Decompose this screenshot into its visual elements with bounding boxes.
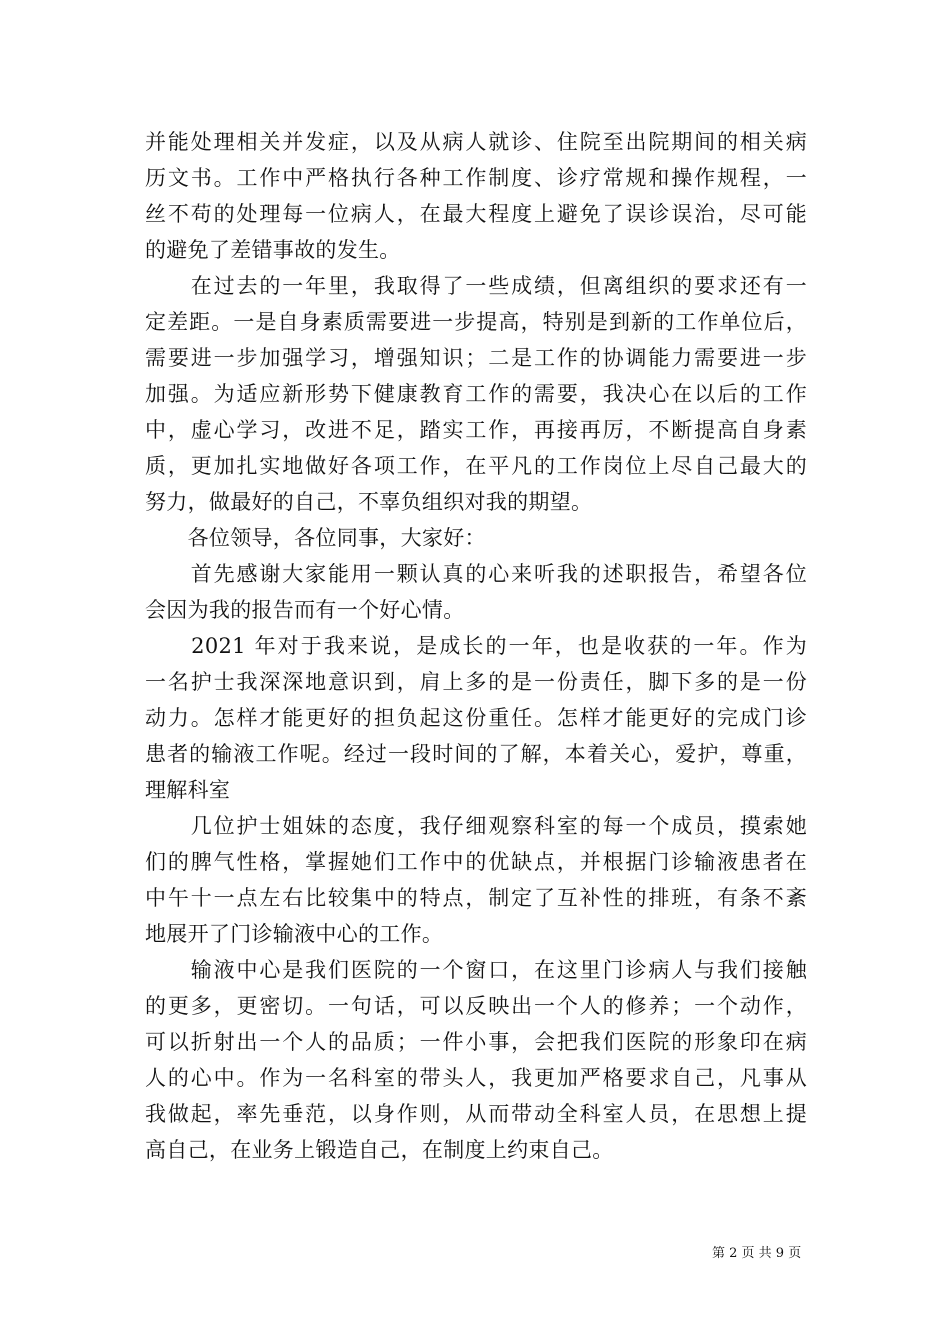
greeting-line: 各位领导，各位同事，大家好： [145, 526, 486, 550]
paragraph-line: 我做起，率先垂范，以身作则，从而带动全科室人员，在思想上提 [145, 1102, 807, 1126]
paragraph-line: 加强。为适应新形势下健康教育工作的需要，我决心在以后的工作 [145, 382, 807, 406]
paragraph-line: 需要进一步加强学习，增强知识；二是工作的协调能力需要进一步 [145, 346, 807, 370]
page-number: 第 2 页 共 9 页 [712, 1246, 802, 1261]
paragraph-line: 高自己，在业务上锻造自己，在制度上约束自己。 [145, 1138, 614, 1162]
paragraph-line: 质，更加扎实地做好各项工作，在平凡的工作岗位上尽自己最大的 [145, 454, 807, 478]
paragraph-line: 会因为我的报告而有一个好心情。 [145, 598, 465, 622]
paragraph-line: 的避免了差错事故的发生。 [145, 238, 401, 262]
paragraph-line: 并能处理相关并发症，以及从病人就诊、住院至出院期间的相关病 [145, 130, 807, 154]
paragraph-line: 们的脾气性格，掌握她们工作中的优缺点，并根据门诊输液患者在 [145, 850, 807, 874]
paragraph-line: 的更多，更密切。一句话，可以反映出一个人的修养；一个动作， [145, 994, 807, 1018]
paragraph-line: 患者的输液工作呢。经过一段时间的了解，本着关心，爱护，尊重， [145, 742, 807, 766]
paragraph-line: 理解科室 [145, 778, 231, 802]
paragraph-line: 首先感谢大家能用一颗认真的心来听我的述职报告，希望各位 [145, 562, 807, 586]
paragraph-line: 中午十一点左右比较集中的特点，制定了互补性的排班，有条不紊 [145, 886, 807, 910]
paragraph-line: 可以折射出一个人的品质；一件小事，会把我们医院的形象印在病 [145, 1030, 807, 1054]
paragraph-line: 地展开了门诊输液中心的工作。 [145, 922, 444, 946]
paragraph-line: 动力。怎样才能更好的担负起这份重任。怎样才能更好的完成门诊 [145, 706, 807, 730]
paragraph-line: 一名护士我深深地意识到，肩上多的是一份责任，脚下多的是一份 [145, 670, 807, 694]
paragraph-line: 中，虚心学习，改进不足，踏实工作，再接再厉，不断提高自身素 [145, 418, 807, 442]
paragraph-line: 2021 年对于我来说，是成长的一年，也是收获的一年。作为 [145, 634, 807, 658]
paragraph-line: 定差距。一是自身素质需要进一步提高，特别是到新的工作单位后， [145, 310, 807, 334]
paragraph-line: 几位护士姐妹的态度，我仔细观察科室的每一个成员，摸索她 [145, 814, 807, 838]
paragraph-line: 丝不苟的处理每一位病人，在最大程度上避免了误诊误治，尽可能 [145, 202, 807, 226]
paragraph-line: 人的心中。作为一名科室的带头人，我更加严格要求自己，凡事从 [145, 1066, 807, 1090]
paragraph-line: 努力，做最好的自己，不辜负组织对我的期望。 [145, 490, 593, 514]
paragraph-line: 历文书。工作中严格执行各种工作制度、诊疗常规和操作规程，一 [145, 166, 807, 190]
paragraph-line: 在过去的一年里，我取得了一些成绩，但离组织的要求还有一 [145, 274, 807, 298]
paragraph-line: 输液中心是我们医院的一个窗口，在这里门诊病人与我们接触 [145, 958, 807, 982]
